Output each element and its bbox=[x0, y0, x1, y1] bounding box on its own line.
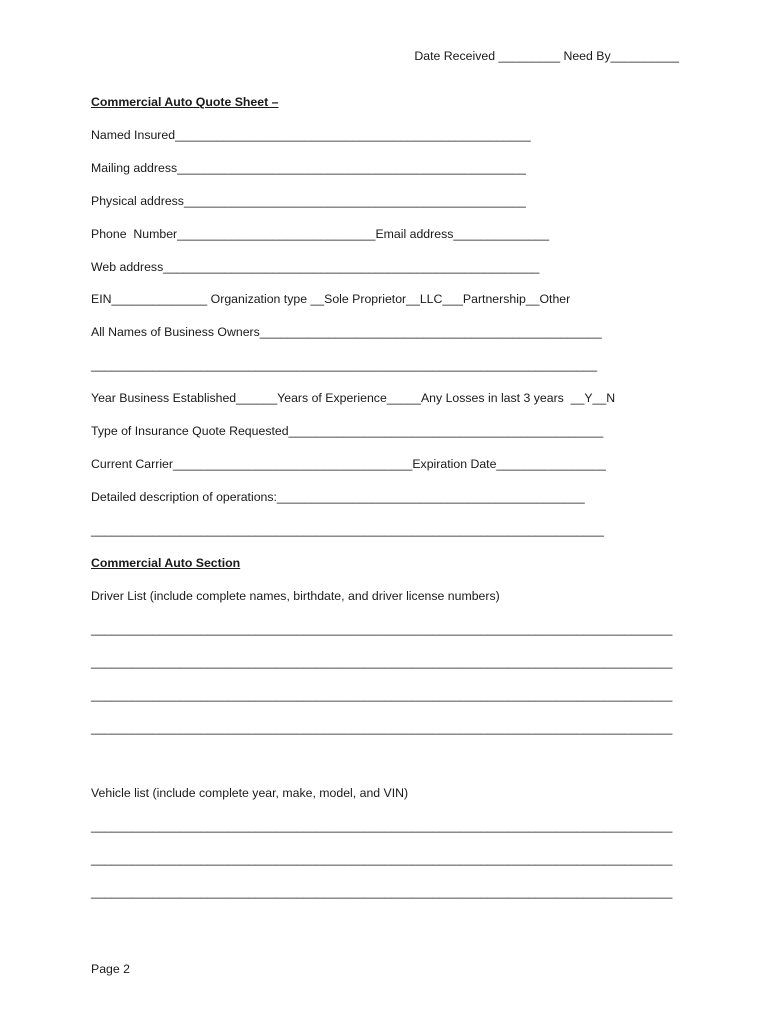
auto-section-title: Commercial Auto Section bbox=[91, 556, 241, 570]
phone-email-field: Phone Number_____________________________Email address______________ bbox=[91, 227, 550, 241]
business-owners-continuation: __________________________________________________________________________ bbox=[91, 358, 598, 372]
ein-organization-field: EIN______________ Organization type __Sole Proprietor__LLC___Partnership__Other bbox=[91, 292, 571, 306]
operations-continuation: ___________________________________________________________________________ bbox=[91, 523, 604, 537]
insurance-type-field: Type of Insurance Quote Requested______________________________________________ bbox=[91, 424, 604, 438]
current-carrier-field: Current Carrier___________________________________Expiration Date________________ bbox=[91, 457, 606, 471]
year-established-field: Year Business Established______Years of Experience_____Any Losses in last 3 years __Y__N bbox=[91, 391, 616, 405]
web-address-field: Web address_______________________________________________________ bbox=[91, 260, 540, 274]
vehicle-line: _____________________________________________________________________________________ bbox=[91, 819, 673, 833]
driver-line: _____________________________________________________________________________________ bbox=[91, 655, 673, 669]
driver-line: _____________________________________________________________________________________ bbox=[91, 622, 673, 636]
mailing-address-field: Mailing address___________________________________________________ bbox=[91, 161, 526, 175]
driver-list-label: Driver List (include complete names, birthdate, and driver license numbers) bbox=[91, 589, 500, 603]
named-insured-field: Named Insured____________________________________________________ bbox=[91, 128, 531, 142]
physical-address-field: Physical address__________________________________________________ bbox=[91, 194, 526, 208]
page-number: Page 2 bbox=[91, 962, 130, 976]
vehicle-list-label: Vehicle list (include complete year, make, model, and VIN) bbox=[91, 786, 409, 800]
vehicle-line: _____________________________________________________________________________________ bbox=[91, 852, 673, 866]
driver-line: _____________________________________________________________________________________ bbox=[91, 688, 673, 702]
business-owners-field: All Names of Business Owners__________________________________________________ bbox=[91, 325, 602, 339]
vehicle-line: _____________________________________________________________________________________ bbox=[91, 885, 673, 899]
form-title: Commercial Auto Quote Sheet – bbox=[91, 95, 279, 109]
date-received-need-by: Date Received _________ Need By__________ bbox=[414, 49, 679, 63]
operations-description-field: Detailed description of operations:_____________________________________________ bbox=[91, 490, 585, 504]
driver-line: _____________________________________________________________________________________ bbox=[91, 721, 673, 735]
